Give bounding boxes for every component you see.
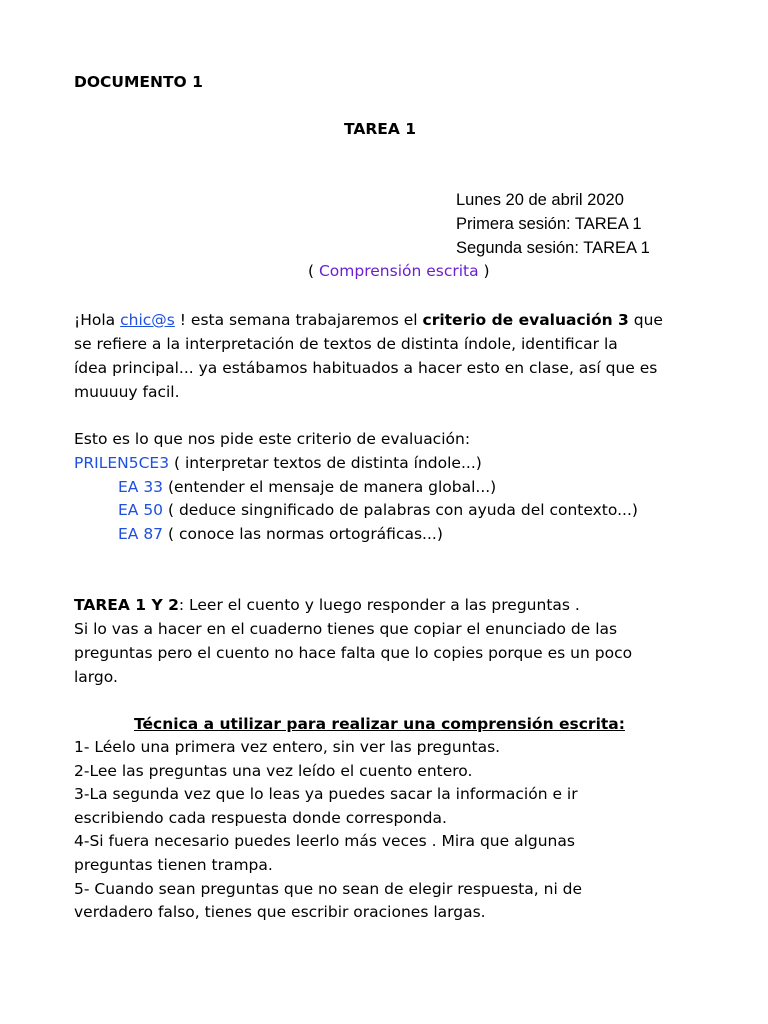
subtitle-open: ( bbox=[308, 262, 319, 280]
task-section-line-2: Si lo vas a hacer en el cuaderno tienes que copiar el enunciado de las bbox=[74, 620, 618, 638]
criteria-main bbox=[74, 451, 482, 475]
technique-step: 1- Léelo una primera vez entero, sin ver las preguntas. bbox=[74, 738, 501, 756]
intro-text-b: que bbox=[628, 311, 663, 329]
technique-step: 3-La segunda vez que lo leas ya puedes sacar la información e ir bbox=[74, 785, 578, 803]
criteria-item-code: EA 87 bbox=[118, 525, 164, 543]
intro-line-2: se refiere a la interpretación de textos de distinta índole, identificar la bbox=[74, 335, 618, 353]
criteria-main-code: PRILEN5CE3 bbox=[74, 454, 170, 472]
criteria-item-desc: (entender el mensaje de manera global...) bbox=[163, 478, 497, 496]
criteria-item-desc: ( deduce singnificado de palabras con ayuda del contexto...) bbox=[163, 501, 638, 519]
intro-line-1 bbox=[74, 308, 663, 332]
intro-link[interactable]: chic@s bbox=[120, 311, 175, 329]
task-section-line-1 bbox=[74, 593, 580, 617]
criteria-lead: Esto es lo que nos pide este criterio de evaluación: bbox=[74, 430, 471, 448]
technique-step: 5- Cuando sean preguntas que no sean de elegir respuesta, ni de bbox=[74, 880, 583, 898]
criteria-item bbox=[118, 475, 496, 499]
criteria-item-desc: ( conoce las normas ortográficas...) bbox=[163, 525, 443, 543]
second-session-line: Segunda sesión: TAREA 1 bbox=[456, 239, 650, 257]
technique-step: escribiendo cada respuesta donde corresponda. bbox=[74, 809, 447, 827]
task-section-label: TAREA 1 Y 2 bbox=[74, 596, 179, 614]
subtitle-close: ) bbox=[478, 262, 490, 280]
task-section-line-3: preguntas pero el cuento no hace falta que lo copies porque es un poco bbox=[74, 644, 633, 662]
task-section-text: : Leer el cuento y luego responder a las preguntas . bbox=[178, 596, 580, 614]
criteria-item bbox=[118, 498, 638, 522]
task-section-line-4: largo. bbox=[74, 668, 118, 686]
criteria-item-code: EA 33 bbox=[118, 478, 164, 496]
doc-title: DOCUMENTO 1 bbox=[74, 73, 203, 91]
technique-step: preguntas tienen trampa. bbox=[74, 856, 273, 874]
subtitle bbox=[308, 259, 490, 283]
intro-line-4: muuuuy facil. bbox=[74, 383, 180, 401]
first-session-line: Primera sesión: TAREA 1 bbox=[456, 215, 642, 233]
intro-greeting: ¡Hola bbox=[74, 311, 121, 329]
criteria-item-code: EA 50 bbox=[118, 501, 164, 519]
criteria-main-desc: ( interpretar textos de distinta índole...) bbox=[169, 454, 482, 472]
technique-step: 4-Si fuera necesario puedes leerlo más veces . Mira que algunas bbox=[74, 832, 575, 850]
subtitle-text: Comprensión escrita bbox=[318, 262, 479, 280]
intro-line-3: ídea principal... ya estábamos habituados a hacer esto en clase, así que es bbox=[74, 359, 658, 377]
date-line: Lunes 20 de abril 2020 bbox=[456, 191, 624, 209]
criteria-item bbox=[118, 522, 443, 546]
intro-criterion: criterio de evaluación 3 bbox=[422, 311, 629, 329]
task-title: TAREA 1 bbox=[344, 120, 417, 138]
technique-step: 2-Lee las preguntas una vez leído el cuento entero. bbox=[74, 762, 473, 780]
technique-step: verdadero falso, tienes que escribir oraciones largas. bbox=[74, 903, 486, 921]
technique-heading: Técnica a utilizar para realizar una comprensión escrita: bbox=[134, 715, 625, 733]
intro-text-a: ! esta semana trabajaremos el bbox=[174, 311, 423, 329]
